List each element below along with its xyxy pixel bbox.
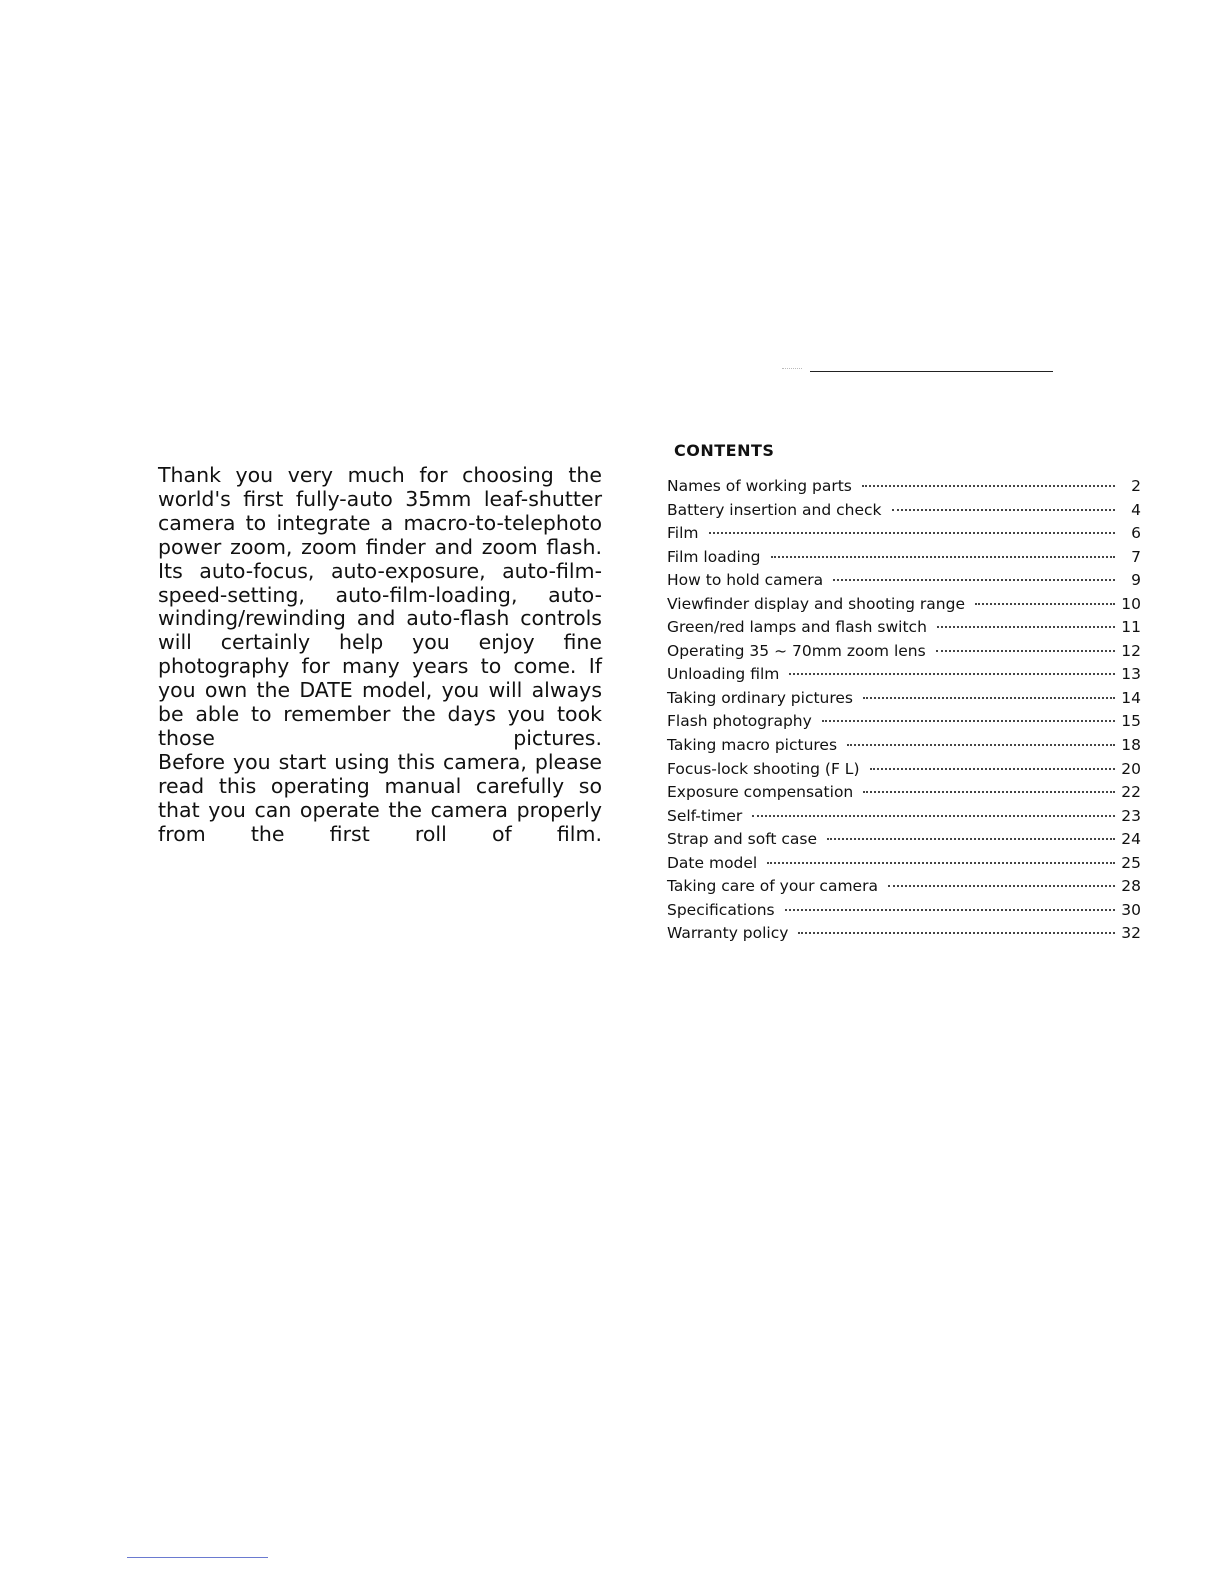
intro-paragraph-2: Before you start using this camera, please read this operating manual carefully so that you can operate the camera properly from the first roll of film. bbox=[158, 749, 602, 846]
contents-item-title: Focus-lock shooting (F L) bbox=[667, 759, 860, 778]
contents-item[interactable] bbox=[667, 687, 1141, 711]
contents-item-title: Battery insertion and check bbox=[667, 500, 882, 519]
dot-leader bbox=[975, 603, 1115, 605]
contents-item-title: Film loading bbox=[667, 547, 761, 566]
contents-item[interactable] bbox=[667, 922, 1141, 946]
contents-item-title: Warranty policy bbox=[667, 924, 789, 943]
contents-item-page: 2 bbox=[1131, 477, 1141, 495]
dot-leader bbox=[771, 556, 1115, 558]
contents-item[interactable] bbox=[667, 475, 1141, 499]
dot-leader bbox=[888, 885, 1115, 887]
contents-item[interactable] bbox=[667, 616, 1141, 640]
contents-item[interactable] bbox=[667, 640, 1141, 664]
contents-item[interactable] bbox=[667, 828, 1141, 852]
dot-leader bbox=[870, 768, 1116, 770]
dot-leader bbox=[709, 532, 1116, 534]
dot-leader bbox=[827, 838, 1115, 840]
contents-item-title: Taking macro pictures bbox=[667, 736, 838, 755]
dot-leader bbox=[892, 509, 1116, 511]
contents-item-page: 6 bbox=[1131, 524, 1141, 543]
contents-item-title: Film bbox=[667, 524, 699, 543]
dot-leader bbox=[863, 697, 1115, 699]
contents-item-title: Date model bbox=[667, 853, 758, 872]
contents-item-title: Unloading film bbox=[667, 665, 780, 684]
contents-item-title: Strap and soft case bbox=[667, 830, 818, 849]
contents-item-page: 22 bbox=[1121, 783, 1141, 802]
contents-item[interactable] bbox=[667, 522, 1141, 546]
contents-item[interactable] bbox=[667, 781, 1141, 805]
dot-leader bbox=[767, 862, 1115, 864]
contents-item-page: 15 bbox=[1121, 712, 1141, 731]
contents-item-page: 30 bbox=[1121, 900, 1141, 919]
bottom-rule bbox=[127, 1557, 268, 1558]
dot-leader bbox=[937, 626, 1115, 628]
dot-leader bbox=[863, 791, 1115, 793]
contents-item-page: 14 bbox=[1121, 688, 1141, 707]
dot-leader bbox=[847, 744, 1115, 746]
intro-text bbox=[158, 464, 602, 847]
contents-item[interactable] bbox=[667, 875, 1141, 899]
contents-heading: CONTENTS bbox=[674, 441, 775, 460]
intro-paragraph-1: Thank you very much for choosing the world's first fully-auto 35mm leaf-shutter camera to integrate a macro-to-telephoto power zoom, zoom finder and zoom flash. Its auto-focus, auto-exposure, auto-film-speed-setting, auto-film-loading, auto-winding/rewinding and auto-flash controls will certainly help you enjoy fine photography for many years to come. If you own the DATE model, you will always be able to remember the days you took those pictures. bbox=[158, 463, 602, 750]
dot-leader bbox=[789, 673, 1115, 675]
contents-item[interactable] bbox=[667, 758, 1141, 782]
contents-item[interactable] bbox=[667, 899, 1141, 923]
contents-item-page: 12 bbox=[1121, 641, 1141, 660]
contents-item-page: 10 bbox=[1121, 594, 1141, 613]
contents-item[interactable] bbox=[667, 852, 1141, 876]
contents-item-title: Operating 35 ~ 70mm zoom lens bbox=[667, 641, 926, 660]
contents-item[interactable] bbox=[667, 593, 1141, 617]
contents-item-title: Viewfinder display and shooting range bbox=[667, 594, 966, 613]
contents-item-page: 13 bbox=[1121, 665, 1141, 684]
dot-leader bbox=[822, 720, 1115, 722]
top-rule bbox=[810, 371, 1053, 372]
contents-item[interactable] bbox=[667, 499, 1141, 523]
dot-leader bbox=[798, 932, 1115, 934]
contents-item-title: How to hold camera bbox=[667, 571, 824, 590]
contents-item-page: 28 bbox=[1121, 877, 1141, 896]
contents-list bbox=[667, 475, 1141, 946]
contents-item-title: Self-timer bbox=[667, 806, 743, 825]
contents-item-title: Flash photography bbox=[667, 712, 812, 731]
contents-item-page: 4 bbox=[1131, 500, 1141, 519]
contents-item-page: 7 bbox=[1131, 547, 1141, 566]
dot-leader bbox=[785, 909, 1115, 911]
contents-item-title: Green/red lamps and flash switch bbox=[667, 618, 927, 637]
contents-item-page: 25 bbox=[1121, 853, 1141, 872]
contents-item-page: 18 bbox=[1121, 736, 1141, 755]
contents-item-title: Exposure compensation bbox=[667, 783, 854, 802]
contents-item-page: 20 bbox=[1121, 759, 1141, 778]
contents-item-page: 32 bbox=[1121, 924, 1141, 943]
contents-item-title: Specifications bbox=[667, 900, 775, 919]
contents-item-page: 9 bbox=[1131, 571, 1141, 590]
dot-leader bbox=[936, 650, 1115, 652]
contents-item-page: 24 bbox=[1121, 830, 1141, 849]
dot-leader bbox=[833, 579, 1115, 581]
contents-item-page: 11 bbox=[1121, 618, 1141, 637]
contents-item-page: 23 bbox=[1121, 806, 1141, 825]
contents-item[interactable] bbox=[667, 569, 1141, 593]
contents-item[interactable] bbox=[667, 663, 1141, 687]
top-dotted-mark bbox=[782, 368, 802, 369]
contents-item[interactable] bbox=[667, 546, 1141, 570]
dot-leader bbox=[862, 485, 1115, 487]
contents-item[interactable] bbox=[667, 805, 1141, 829]
contents-item[interactable] bbox=[667, 710, 1141, 734]
contents-item-title: Taking ordinary pictures bbox=[667, 688, 854, 707]
dot-leader bbox=[752, 815, 1115, 817]
contents-item[interactable] bbox=[667, 734, 1141, 758]
contents-item-title: Taking care of your camera bbox=[667, 877, 878, 896]
contents-item-title: Names of working parts bbox=[667, 477, 852, 495]
